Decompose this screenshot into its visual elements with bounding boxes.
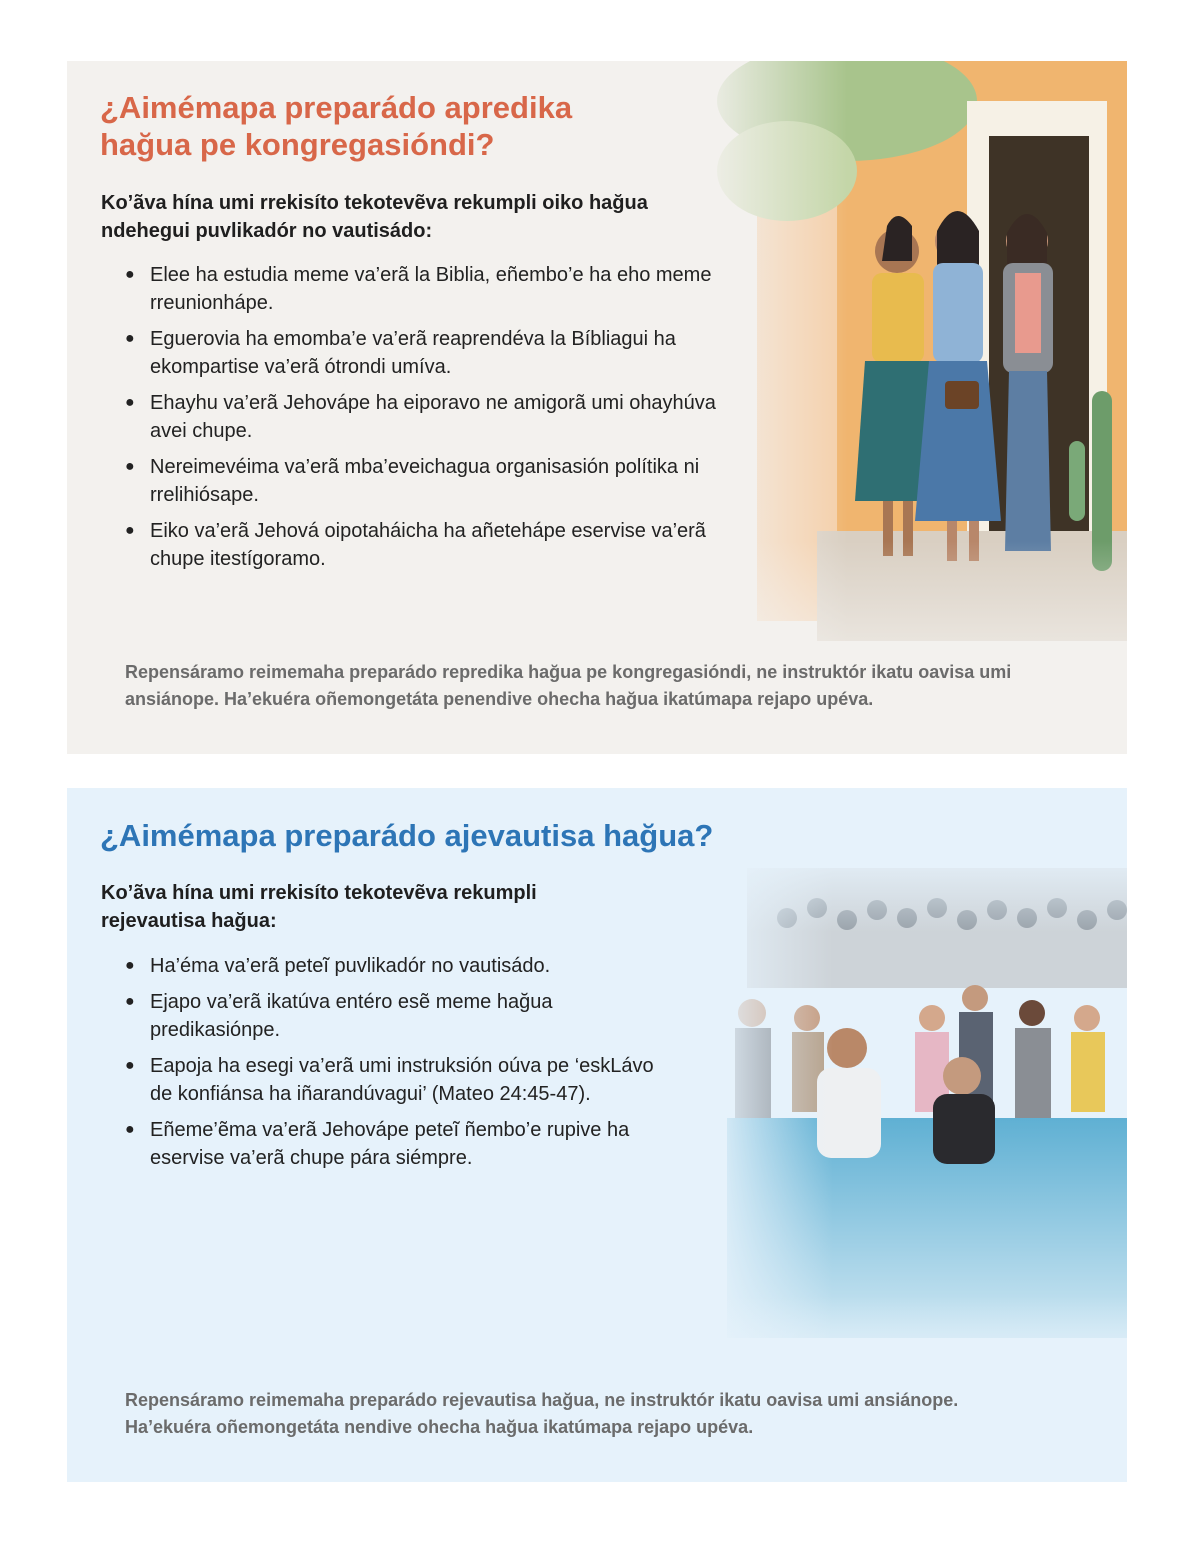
requirement-text: Ejapo va’erã ikatúva entéro esẽ meme hağua predikasiónpe. [150,991,553,1041]
requirement-text: Ehayhu va’erã Jehovápe ha eiporavo ne amigorã umi ohayhúva avei chupe. [150,392,716,442]
list-item [123,389,723,445]
baptism-note: Repensáramo reimemaha preparádo rejevautisa hağua, ne instruktór ikatu oavisa umi ansiánope. Ha’ekuéra oñemongetáta nendive ohecha hağua ikatúmapa rejapo upéva. [125,1390,959,1437]
requirement-text: Ha’éma va’erã peteĩ puvlikadór no vautisádo. [150,955,551,977]
list-item [123,952,663,980]
bullet-icon: ● [125,266,135,283]
preaching-illustration [697,61,1127,701]
list-item [123,988,663,1044]
baptism-requirements-list [123,952,663,1180]
requirement-text: Eapoja ha esegi va’erã umi instruksión oúva pe ‘eskLávo de konfiánsa ha iñarandúvagui’ (Mateo 24:45-47). [150,1055,654,1105]
list-item [123,517,723,573]
requirement-text: Eñeme’ẽma va’erã Jehovápe peteĩ ñembo’e rupive ha eservise va’erã chupe pára siémpre. [150,1119,630,1169]
bullet-icon: ● [125,993,135,1010]
bullet-icon: ● [125,394,135,411]
bullet-icon: ● [125,957,135,974]
baptism-readiness-panel [67,788,1127,1482]
baptism-illustration [707,848,1127,1408]
baptism-title: ¿Aimémapa preparádo ajevautisa hağua? [100,818,714,853]
list-item [123,1116,663,1172]
ministry-intro: Ko’ãva hína umi rrekisíto tekotevẽva rekumpli oiko hağua ndehegui puvlikadór no vautisádo: [101,192,648,242]
requirement-text: Eiko va’erã Jehová oipotaháicha ha añetehápe eservise va’erã chupe itestígoramo. [150,520,706,570]
ministry-title: ¿Aimémapa preparádo apredika hağua pe kongregasióndi? [100,90,573,162]
bullet-icon: ● [125,330,135,347]
ministry-note: Repensáramo reimemaha preparádo repredika hağua pe kongregasióndi, ne instruktór ikatu oavisa umi ansiánope. Ha’ekuéra oñemongetáta penendive ohecha hağua ikatúmapa rejapo upéva. [125,662,1012,709]
bullet-icon: ● [125,522,135,539]
requirement-text: Elee ha estudia meme va’erã la Biblia, eñembo’e ha eho meme rreunionhápe. [150,264,712,314]
list-item [123,453,723,509]
ministry-requirements-list [123,261,723,581]
ministry-readiness-panel [67,61,1127,754]
list-item [123,1052,663,1108]
list-item [123,325,723,381]
bullet-icon: ● [125,458,135,475]
requirement-text: Nereimevéima va’erã mba’eveichagua organisasión polítika ni rrelihiósape. [150,456,700,506]
list-item [123,261,723,317]
requirement-text: Eguerovia ha emomba’e va’erã reaprendéva la Bíbliagui ha ekompartise va’erã ótrondi umíva. [150,328,676,378]
bullet-icon: ● [125,1057,135,1074]
baptism-intro: Ko’ãva hína umi rrekisíto tekotevẽva rekumpli rejevautisa hağua: [101,882,537,932]
bullet-icon: ● [125,1121,135,1138]
